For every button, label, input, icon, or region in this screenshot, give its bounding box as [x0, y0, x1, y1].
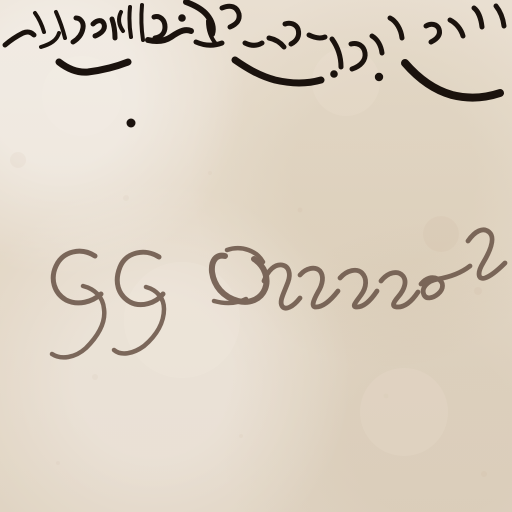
signature-strokes — [52, 230, 505, 358]
